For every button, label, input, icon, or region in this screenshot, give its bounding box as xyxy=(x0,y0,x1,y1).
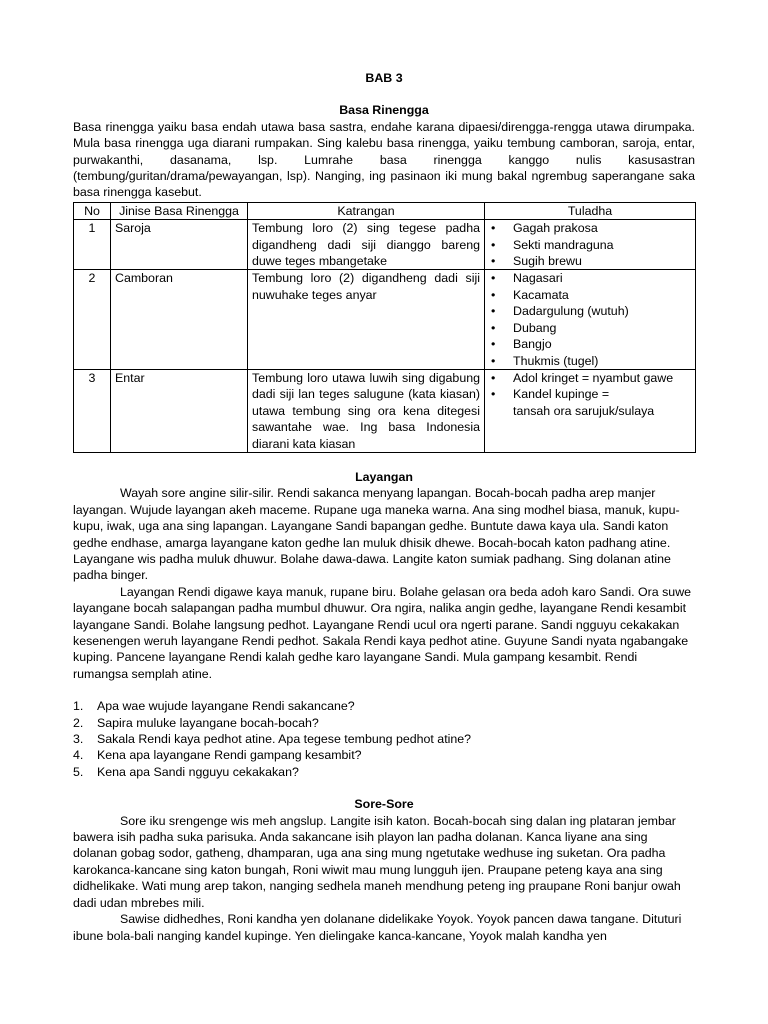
row-description: Tembung loro utawa luwih sing digabung dadi siji lan teges salugune (kata kiasan) utawa tembung sing ora kena ditegesi sawantahe wae. Ing basa Indonesia diarani kata kiasan xyxy=(248,369,485,452)
row-examples xyxy=(485,369,696,452)
list-item xyxy=(73,764,695,780)
bullet-icon: • xyxy=(491,320,496,335)
bullet-icon: • xyxy=(491,221,496,236)
examples-list xyxy=(489,270,691,368)
chapter-heading: BAB 3 xyxy=(365,71,403,85)
question-number: 2. xyxy=(73,715,84,730)
table-header-cell: Tuladha xyxy=(485,202,696,219)
question-number: 4. xyxy=(73,748,84,763)
list-item xyxy=(489,320,691,336)
list-item xyxy=(73,715,695,731)
row-number: 1 xyxy=(74,220,111,270)
list-item xyxy=(73,747,695,763)
story-title-sore-sore: Sore-Sore xyxy=(354,797,414,812)
example-text: Dadargulung (wutuh) xyxy=(513,304,629,319)
row-description: Tembung loro (2) digandheng dadi siji nuwuhake teges anyar xyxy=(248,270,485,369)
question-number: 1. xyxy=(73,699,84,714)
spacer xyxy=(73,780,695,796)
example-text: Sekti mandraguna xyxy=(513,237,614,252)
bullet-icon: • xyxy=(491,271,496,286)
bullet-icon: • xyxy=(491,287,496,302)
question-text: Apa wae wujude layangane Rendi sakancane? xyxy=(97,699,355,714)
list-item xyxy=(489,370,691,386)
example-text: Sugih brewu xyxy=(513,254,582,269)
bullet-icon: • xyxy=(491,387,496,402)
list-item xyxy=(489,353,691,369)
row-type: Saroja xyxy=(111,220,248,270)
list-item xyxy=(73,698,695,714)
question-number: 3. xyxy=(73,732,84,747)
question-number: 5. xyxy=(73,764,84,779)
table-row xyxy=(74,270,696,369)
spacer xyxy=(73,682,695,698)
table-header-cell: No xyxy=(74,202,111,219)
spacer xyxy=(73,86,695,102)
example-text: Gagah prakosa xyxy=(513,221,598,236)
row-number: 3 xyxy=(74,369,111,452)
row-description: Tembung loro (2) sing tegese padha digandheng dadi siji dianggo bareng duwe teges mbangetake xyxy=(248,220,485,270)
row-number: 2 xyxy=(74,270,111,369)
question-text: Kena apa Sandi ngguyu cekakakan? xyxy=(97,764,299,779)
bullet-icon: • xyxy=(491,353,496,368)
example-text: Adol kringet = nyambut gawe xyxy=(513,370,674,385)
list-item xyxy=(489,220,691,236)
basa-rinengga-table xyxy=(73,202,696,453)
example-text: Thukmis (tugel) xyxy=(513,353,599,368)
example-text: Nagasari xyxy=(513,271,563,286)
story-paragraph: Wayah sore angine silir-silir. Rendi sakanca menyang lapangan. Bocah-bocah padha arep manjer layangan. Wujude layangan akeh maceme. Rupane uga maneka warna. Ana sing modhel biasa, manuk, kupu-kupu, iwak, uga ana sing lapangan. Layangane Sandi bapangan gedhe. Buntute dawa kaya ula. Sandi katon gedhe endhase, amarga layangane katon gedhe lan muluk dhisik dhewe. Bocah-bocah katon padhang atine. Layangane wis padha muluk dhuwur. Bolahe dawa-dawa. Langite katon sumiak padhang. Sing dolanan atine padha binger. xyxy=(73,486,680,583)
document-content xyxy=(73,70,695,944)
questions-list xyxy=(73,698,695,780)
row-examples xyxy=(485,270,696,369)
intro-paragraph: Basa rinengga yaiku basa endah utawa basa sastra, endahe karana dipaesi/direngga-rengga utawa dirumpaka. Mula basa rinengga uga diarani rumpakan. Sing kalebu basa rinengga, yaiku tembung camboran, saroja, entar, purwakanthi, dasanama, lsp. Lumrahe basa rinengga kanggo nulis kasusastran (tembung/guritan/drama/pewayangan, lsp). Nanging, ing pasinaon iki mung bakal ngrembug saperangane saka basa rinengga kasebut. xyxy=(73,119,695,200)
bullet-icon: • xyxy=(491,304,496,319)
question-text: Kena apa layangane Rendi gampang kesambit? xyxy=(97,748,362,763)
list-item xyxy=(489,270,691,286)
list-item xyxy=(489,336,691,352)
list-item xyxy=(489,386,691,419)
example-text: Kandel kupinge = xyxy=(513,387,610,402)
row-examples xyxy=(485,220,696,270)
bullet-icon: • xyxy=(491,370,496,385)
bullet-icon: • xyxy=(491,254,496,269)
question-text: Sapira muluke layangane bocah-bocah? xyxy=(97,715,319,730)
examples-list xyxy=(489,220,691,269)
bullet-icon: • xyxy=(491,337,496,352)
table-row xyxy=(74,369,696,452)
story-paragraph: Sore iku srengenge wis meh angslup. Langite isih katon. Bocah-bocah sing dalan ing plataran jembar bawera isih padha suka parisuka. Anda sakancane isih playon lan padha dolanan. Kanca liyane ana sing dolanan gobag sodor, gatheng, dhamparan, uga ana sing mung ngetutake wedhuse ing suketan. Ora padha karokanca-kancane sing katon bungah, Roni wiwit mau mung lungguh ijen. Praupane peteng kaya ana sing didhelikake. Wati mung arep takon, nanging sedhela maneh mendhung peteng ing praupane Roni banjur owah dadi udan mbrebes mili. xyxy=(73,813,681,910)
example-text: Bangjo xyxy=(513,337,552,352)
story-paragraph: Sawise didhedhes, Roni kandha yen dolanane didelikake Yoyok. Yoyok pancen dawa tangane. Dituturi ibune bola-bali nanging kandel kupinge. Yen dielingake kanca-kancane, Yoyok malah kandha yen xyxy=(73,912,682,943)
table-header-cell: Katrangan xyxy=(248,202,485,219)
section-title: Basa Rinengga xyxy=(339,103,429,118)
example-text: Kacamata xyxy=(513,287,569,302)
table-row xyxy=(74,220,696,270)
spacer xyxy=(73,453,695,469)
example-text: Dubang xyxy=(513,320,557,335)
list-item xyxy=(489,287,691,303)
bullet-icon: • xyxy=(491,237,496,252)
examples-list xyxy=(489,370,691,419)
row-type: Entar xyxy=(111,369,248,452)
table-header-row xyxy=(74,202,696,219)
list-item xyxy=(489,237,691,253)
example-text-continued: tansah ora sarujuk/sulaya xyxy=(513,403,655,418)
list-item xyxy=(73,731,695,747)
list-item xyxy=(489,303,691,319)
story-paragraph: Layangan Rendi digawe kaya manuk, rupane biru. Bolahe gelasan ora beda adoh karo Sandi. Ora suwe layangane bocah salapangan padha mumbul dhuwur. Ora ngira, nalika angin gedhe, layangane Rendi kesambit layangane Sandi. Bolahe langsung pedhot. Layangane Rendi ucul ora ngerti parane. Sandi ngguyu cekakakan kesenengen weruh layangane Rendi pedhot. Sakala Rendi kaya pedhot atine. Guyune Sandi nyata ngabangake kuping. Pancene layangane Rendi kalah gedhe karo layangane Sandi. Mula gampang kesambit. Rendi rumangsa semplah atine. xyxy=(73,584,692,681)
question-text: Sakala Rendi kaya pedhot atine. Apa tegese tembung pedhot atine? xyxy=(97,732,472,747)
row-type: Camboran xyxy=(111,270,248,369)
story-title-layangan: Layangan xyxy=(355,469,413,484)
table-header-cell: Jinise Basa Rinengga xyxy=(111,202,248,219)
list-item xyxy=(489,253,691,269)
